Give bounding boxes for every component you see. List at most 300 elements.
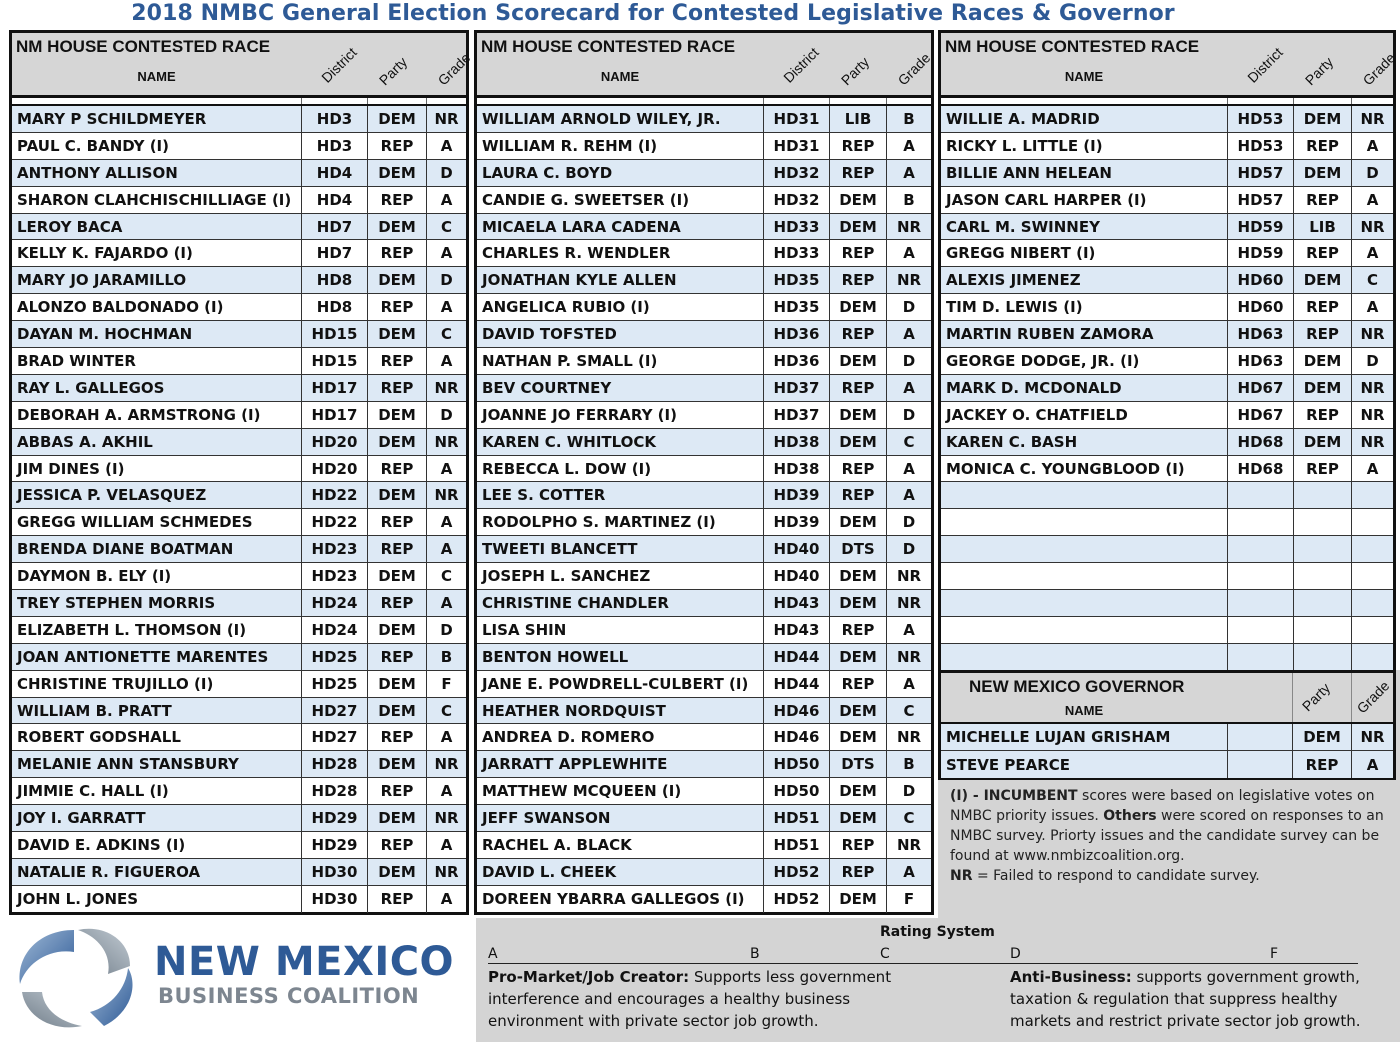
candidate-name: DAVID TOFSTED — [482, 325, 617, 344]
candidate-name: CARL M. SWINNEY — [946, 217, 1100, 236]
party — [1293, 563, 1351, 589]
candidate-name: JOAN ANTIONETTE MARENTES — [17, 647, 269, 666]
table-row — [477, 617, 931, 644]
grade: NR — [886, 563, 931, 589]
party: REP — [1293, 402, 1351, 428]
column-divider — [1227, 98, 1228, 104]
party: REP — [829, 375, 886, 401]
candidate-name: LEROY BACA — [17, 217, 123, 236]
table-row — [477, 456, 931, 483]
party: DEM — [829, 778, 886, 804]
district: HD27 — [301, 698, 367, 724]
party: DEM — [1293, 160, 1351, 186]
pro-market-label: Pro-Market/Job Creator: — [488, 968, 690, 986]
grade: NR — [1351, 402, 1393, 428]
party: REP — [367, 240, 426, 266]
party: REP — [367, 509, 426, 535]
table-row — [477, 778, 931, 805]
candidate-name: MICHELLE LUJAN GRISHAM — [946, 728, 1171, 746]
table-row — [477, 294, 931, 321]
candidate-name: MARK D. MCDONALD — [946, 378, 1122, 397]
column-divider — [367, 98, 368, 104]
district: HD40 — [763, 536, 829, 562]
race-title: NM HOUSE CONTESTED RACE — [945, 37, 1200, 56]
district: HD43 — [763, 590, 829, 616]
grade-column-header: Grade — [1359, 49, 1399, 89]
grade: C — [886, 429, 931, 455]
district: HD59 — [1227, 240, 1293, 266]
grade: A — [426, 536, 466, 562]
table-row — [12, 133, 466, 160]
column-divider — [1293, 98, 1294, 104]
table-row — [477, 214, 931, 241]
table-row — [477, 240, 931, 267]
district: HD44 — [763, 671, 829, 697]
party: DEM — [367, 321, 426, 347]
district: HD53 — [1227, 133, 1293, 159]
grade: C — [1351, 267, 1393, 293]
table-row — [12, 724, 466, 751]
grade: C — [426, 698, 466, 724]
table-row — [941, 214, 1393, 241]
district — [1227, 724, 1292, 750]
table-row — [477, 402, 931, 429]
grade: A — [426, 187, 466, 213]
table-row — [477, 267, 931, 294]
name-column-header: NAME — [137, 69, 176, 84]
anti-business-label: Anti-Business: — [1010, 968, 1132, 986]
house-race-table-2 — [474, 30, 934, 915]
grade: A — [426, 509, 466, 535]
candidate-name: DAVID L. CHEEK — [482, 862, 617, 881]
grade: F — [426, 671, 466, 697]
table-row — [941, 375, 1393, 402]
grade: NR — [426, 805, 466, 831]
candidate-name — [941, 509, 1227, 535]
candidate-name: GREGG NIBERT (I) — [946, 244, 1096, 263]
candidate-name — [941, 563, 1227, 589]
table-row — [12, 778, 466, 805]
scale-label: F — [1270, 946, 1279, 962]
district: HD3 — [301, 133, 367, 159]
grade: NR — [886, 267, 931, 293]
governor-title: NEW MEXICO GOVERNOR — [969, 677, 1185, 696]
scale-label: B — [750, 946, 760, 962]
column-divider — [1227, 751, 1228, 778]
grade: NR — [886, 214, 931, 240]
candidate-name: ABBAS A. AKHIL — [17, 432, 153, 451]
column-divider — [301, 98, 302, 104]
candidate-name — [941, 536, 1227, 562]
district: HD60 — [1227, 267, 1293, 293]
grade: NR — [886, 724, 931, 750]
grade: NR — [426, 859, 466, 885]
table-row — [477, 886, 931, 913]
grade: C — [886, 805, 931, 831]
party — [1293, 536, 1351, 562]
column-divider — [763, 98, 764, 104]
party: REP — [367, 187, 426, 213]
party: REP — [829, 267, 886, 293]
district: HD20 — [301, 456, 367, 482]
district: HD8 — [301, 267, 367, 293]
district: HD23 — [301, 536, 367, 562]
party: DEM — [1292, 724, 1351, 750]
grade: B — [426, 644, 466, 670]
party: REP — [829, 482, 886, 508]
page-title: 2018 NMBC General Election Scorecard for Contested Legislative Races & Governor — [131, 1, 1175, 26]
candidate-name: CANDIE G. SWEETSER (I) — [482, 190, 690, 209]
district: HD29 — [301, 805, 367, 831]
party: REP — [1293, 187, 1351, 213]
table-row — [12, 402, 466, 429]
district: HD7 — [301, 214, 367, 240]
grade: D — [886, 348, 931, 374]
table-row — [12, 267, 466, 294]
table-row — [12, 805, 466, 832]
rating-system — [476, 918, 1400, 1042]
grade — [1351, 536, 1393, 562]
grade: A — [886, 456, 931, 482]
party: REP — [367, 348, 426, 374]
district: HD46 — [763, 724, 829, 750]
scale-label: C — [880, 946, 890, 962]
grade: A — [426, 778, 466, 804]
candidate-name: BILLIE ANN HELEAN — [946, 163, 1112, 182]
party: DEM — [367, 671, 426, 697]
anti-business-description — [1010, 966, 1390, 1032]
table-row — [941, 563, 1393, 590]
candidate-name: DOREEN YBARRA GALLEGOS (I) — [482, 890, 745, 909]
incumbent-text: scores were based on legislative votes on NMBC priority issues. — [950, 788, 1375, 824]
grade: A — [1351, 187, 1393, 213]
candidate-name: RODOLPHO S. MARTINEZ (I) — [482, 513, 716, 532]
party: DEM — [1293, 348, 1351, 374]
district: HD7 — [301, 240, 367, 266]
party: DEM — [1293, 267, 1351, 293]
table-row — [12, 294, 466, 321]
column-divider — [829, 98, 830, 104]
table-row — [941, 536, 1393, 563]
party: DEM — [829, 698, 886, 724]
table-row — [477, 160, 931, 187]
grade: NR — [426, 106, 466, 132]
grade: D — [1351, 348, 1393, 374]
table-row — [941, 402, 1393, 429]
table-row — [12, 509, 466, 536]
party: REP — [367, 536, 426, 562]
table-row — [477, 482, 931, 509]
party: REP — [1293, 321, 1351, 347]
candidate-name: MARY P SCHILDMEYER — [17, 109, 207, 128]
district: HD57 — [1227, 187, 1293, 213]
table-row — [477, 375, 931, 402]
candidate-name: TREY STEPHEN MORRIS — [17, 593, 216, 612]
district: HD24 — [301, 590, 367, 616]
table-row — [477, 805, 931, 832]
party — [1293, 509, 1351, 535]
district: HD33 — [763, 240, 829, 266]
district: HD28 — [301, 778, 367, 804]
grade — [1351, 509, 1393, 535]
candidate-name: ANTHONY ALLISON — [17, 163, 178, 182]
party: REP — [829, 240, 886, 266]
grade: A — [1351, 240, 1393, 266]
column-divider — [1351, 98, 1352, 104]
district: HD59 — [1227, 214, 1293, 240]
governor-party-label: Party — [1298, 679, 1334, 715]
district: HD35 — [763, 294, 829, 320]
table-row — [12, 106, 466, 133]
grade: A — [1351, 751, 1393, 778]
party: DEM — [367, 698, 426, 724]
candidate-name: BEV COURTNEY — [482, 378, 612, 397]
governor-table — [938, 670, 1396, 780]
grade: A — [426, 456, 466, 482]
column-divider — [1227, 724, 1228, 750]
party: REP — [367, 886, 426, 913]
party: REP — [367, 133, 426, 159]
candidate-name: PAUL C. BANDY (I) — [17, 136, 169, 155]
others-label: Others — [1103, 808, 1157, 824]
table-row — [12, 456, 466, 483]
grade: C — [426, 563, 466, 589]
candidate-name: JIM DINES (I) — [17, 459, 125, 478]
table-row — [941, 348, 1393, 375]
party: DEM — [829, 402, 886, 428]
candidate-name: JEFF SWANSON — [482, 809, 611, 828]
district: HD52 — [763, 859, 829, 885]
grade: NR — [886, 590, 931, 616]
governor-table-header — [941, 673, 1393, 724]
grade: A — [1351, 294, 1393, 320]
grade: A — [1351, 133, 1393, 159]
district: HD22 — [301, 482, 367, 508]
party — [1293, 644, 1351, 671]
governor-name-label: NAME — [1064, 703, 1104, 718]
grade: D — [426, 402, 466, 428]
district — [1227, 563, 1293, 589]
district: HD68 — [1227, 456, 1293, 482]
district: HD38 — [763, 429, 829, 455]
candidate-name: CHRISTINE TRUJILLO (I) — [17, 674, 214, 693]
candidate-name: GREGG WILLIAM SCHMEDES — [17, 513, 253, 532]
district: HD50 — [763, 778, 829, 804]
district: HD30 — [301, 859, 367, 885]
district: HD23 — [301, 563, 367, 589]
district — [1227, 509, 1293, 535]
grade: NR — [426, 751, 466, 777]
district: HD29 — [301, 832, 367, 858]
table-row — [12, 187, 466, 214]
candidate-name: NATALIE R. FIGUEROA — [17, 862, 201, 881]
candidate-name: MELANIE ANN STANSBURY — [17, 755, 239, 774]
district: HD43 — [763, 617, 829, 643]
party: DEM — [829, 563, 886, 589]
table-row — [477, 348, 931, 375]
candidate-name: LAURA C. BOYD — [482, 163, 613, 182]
party — [1293, 617, 1351, 643]
candidate-name: BRAD WINTER — [17, 351, 136, 370]
party-column-header: Party — [1301, 53, 1337, 89]
race-title: NM HOUSE CONTESTED RACE — [481, 37, 736, 56]
candidate-name: BENTON HOWELL — [482, 647, 629, 666]
party: DEM — [829, 294, 886, 320]
governor-grade-label: Grade — [1353, 677, 1393, 717]
candidate-name: KELLY K. FAJARDO (I) — [17, 244, 193, 263]
grade: C — [886, 698, 931, 724]
district: HD24 — [301, 617, 367, 643]
party: DEM — [829, 509, 886, 535]
table-row — [477, 590, 931, 617]
grade: NR — [1351, 106, 1393, 132]
table-row — [12, 617, 466, 644]
candidate-name: JOY I. GARRATT — [17, 809, 146, 828]
table-header — [12, 33, 474, 98]
table-row — [12, 886, 466, 913]
table-row — [941, 482, 1393, 509]
grade: B — [886, 106, 931, 132]
candidate-name: TWEETI BLANCETT — [482, 540, 638, 559]
candidate-name: DAYAN M. HOCHMAN — [17, 325, 193, 344]
table-row — [12, 563, 466, 590]
grade — [1351, 617, 1393, 643]
grade: NR — [426, 482, 466, 508]
column-divider — [886, 98, 887, 104]
candidate-name: CHRISTINE CHANDLER — [482, 593, 669, 612]
rating-title: Rating System — [880, 924, 995, 940]
district: HD3 — [301, 106, 367, 132]
candidate-name: ELIZABETH L. THOMSON (I) — [17, 620, 247, 639]
table-row — [477, 751, 931, 778]
party: REP — [1293, 240, 1351, 266]
table-row — [477, 671, 931, 698]
pro-market-text: Supports less government interference and encourages a healthy business environment with private sector job growth. — [488, 968, 892, 1030]
table-row — [477, 509, 931, 536]
grade: A — [886, 859, 931, 885]
party: REP — [1292, 751, 1351, 778]
party: DEM — [829, 187, 886, 213]
table-row — [477, 859, 931, 886]
district: HD46 — [763, 698, 829, 724]
grade: D — [886, 778, 931, 804]
governor-row — [941, 751, 1393, 778]
table-row — [477, 698, 931, 725]
candidate-name: NATHAN P. SMALL (I) — [482, 351, 658, 370]
table-row — [12, 482, 466, 509]
candidate-name: MATTHEW MCQUEEN (I) — [482, 782, 682, 801]
party — [1293, 482, 1351, 508]
candidate-name: JACKEY O. CHATFIELD — [946, 405, 1128, 424]
party: REP — [829, 133, 886, 159]
table-row — [941, 106, 1393, 133]
house-race-table-3 — [938, 30, 1399, 672]
party: LIB — [1293, 214, 1351, 240]
party: REP — [1293, 133, 1351, 159]
party: REP — [829, 160, 886, 186]
party: REP — [1293, 456, 1351, 482]
party: DEM — [829, 886, 886, 913]
party: DEM — [829, 805, 886, 831]
candidate-name: JARRATT APPLEWHITE — [482, 755, 668, 774]
party: DEM — [829, 724, 886, 750]
party: DEM — [367, 214, 426, 240]
candidate-name: WILLIAM R. REHM (I) — [482, 136, 658, 155]
candidate-name: JASON CARL HARPER (I) — [946, 190, 1147, 209]
table-row — [941, 133, 1393, 160]
district: HD17 — [301, 402, 367, 428]
district: HD4 — [301, 187, 367, 213]
grade: D — [886, 402, 931, 428]
table-row — [477, 106, 931, 133]
candidate-name — [941, 617, 1227, 643]
district: HD53 — [1227, 106, 1293, 132]
district-column-header: District — [1244, 44, 1286, 86]
district: HD31 — [763, 133, 829, 159]
name-column-header: NAME — [1064, 69, 1104, 84]
party — [1293, 590, 1351, 616]
grade: A — [426, 724, 466, 750]
party: DEM — [367, 751, 426, 777]
candidate-name: STEVE PEARCE — [946, 755, 1071, 774]
table-row — [941, 294, 1393, 321]
district: HD60 — [1227, 294, 1293, 320]
grade: NR — [1351, 375, 1393, 401]
district: HD36 — [763, 321, 829, 347]
party: REP — [367, 590, 426, 616]
nr-text: = Failed to respond to candidate survey. — [972, 868, 1260, 884]
grade: A — [886, 133, 931, 159]
candidate-name: JIMMIE C. HALL (I) — [17, 782, 169, 801]
candidate-name: RICKY L. LITTLE (I) — [946, 136, 1103, 155]
scale-label: A — [488, 946, 498, 962]
candidate-name: JOSEPH L. SANCHEZ — [482, 567, 651, 586]
table-row — [477, 644, 931, 671]
race-title: NM HOUSE CONTESTED RACE — [16, 37, 271, 56]
house-race-table-1 — [9, 30, 474, 915]
party: REP — [829, 456, 886, 482]
district: HD52 — [763, 886, 829, 913]
party: REP — [1293, 294, 1351, 320]
grade: B — [886, 187, 931, 213]
logo-line2: BUSINESS COALITION — [158, 984, 420, 1008]
party: REP — [829, 832, 886, 858]
grade-column-header: Grade — [434, 49, 474, 89]
candidate-name: KAREN C. WHITLOCK — [482, 432, 657, 451]
candidate-name: ROBERT GODSHALL — [17, 728, 181, 747]
grade: A — [426, 832, 466, 858]
grade: F — [886, 886, 931, 913]
others-text: were scored on responses to an NMBC survey. Priorty issues and the candidate survey can be found at www.nmbizcoalition.org. — [950, 808, 1384, 864]
header-spacer — [12, 98, 466, 106]
party: DTS — [829, 751, 886, 777]
party-column-header: Party — [375, 53, 411, 89]
candidate-name: JOHN L. JONES — [17, 890, 139, 909]
district — [1227, 590, 1293, 616]
grade: NR — [886, 644, 931, 670]
candidate-name: RACHEL A. BLACK — [482, 835, 632, 854]
header-spacer — [477, 98, 931, 106]
candidate-name: MONICA C. YOUNGBLOOD (I) — [946, 459, 1185, 478]
grade: A — [886, 160, 931, 186]
party: REP — [829, 617, 886, 643]
district: HD50 — [763, 751, 829, 777]
district: HD27 — [301, 724, 367, 750]
table-row — [941, 429, 1393, 456]
table-header — [941, 33, 1399, 98]
grade: D — [886, 294, 931, 320]
district: HD67 — [1227, 375, 1293, 401]
